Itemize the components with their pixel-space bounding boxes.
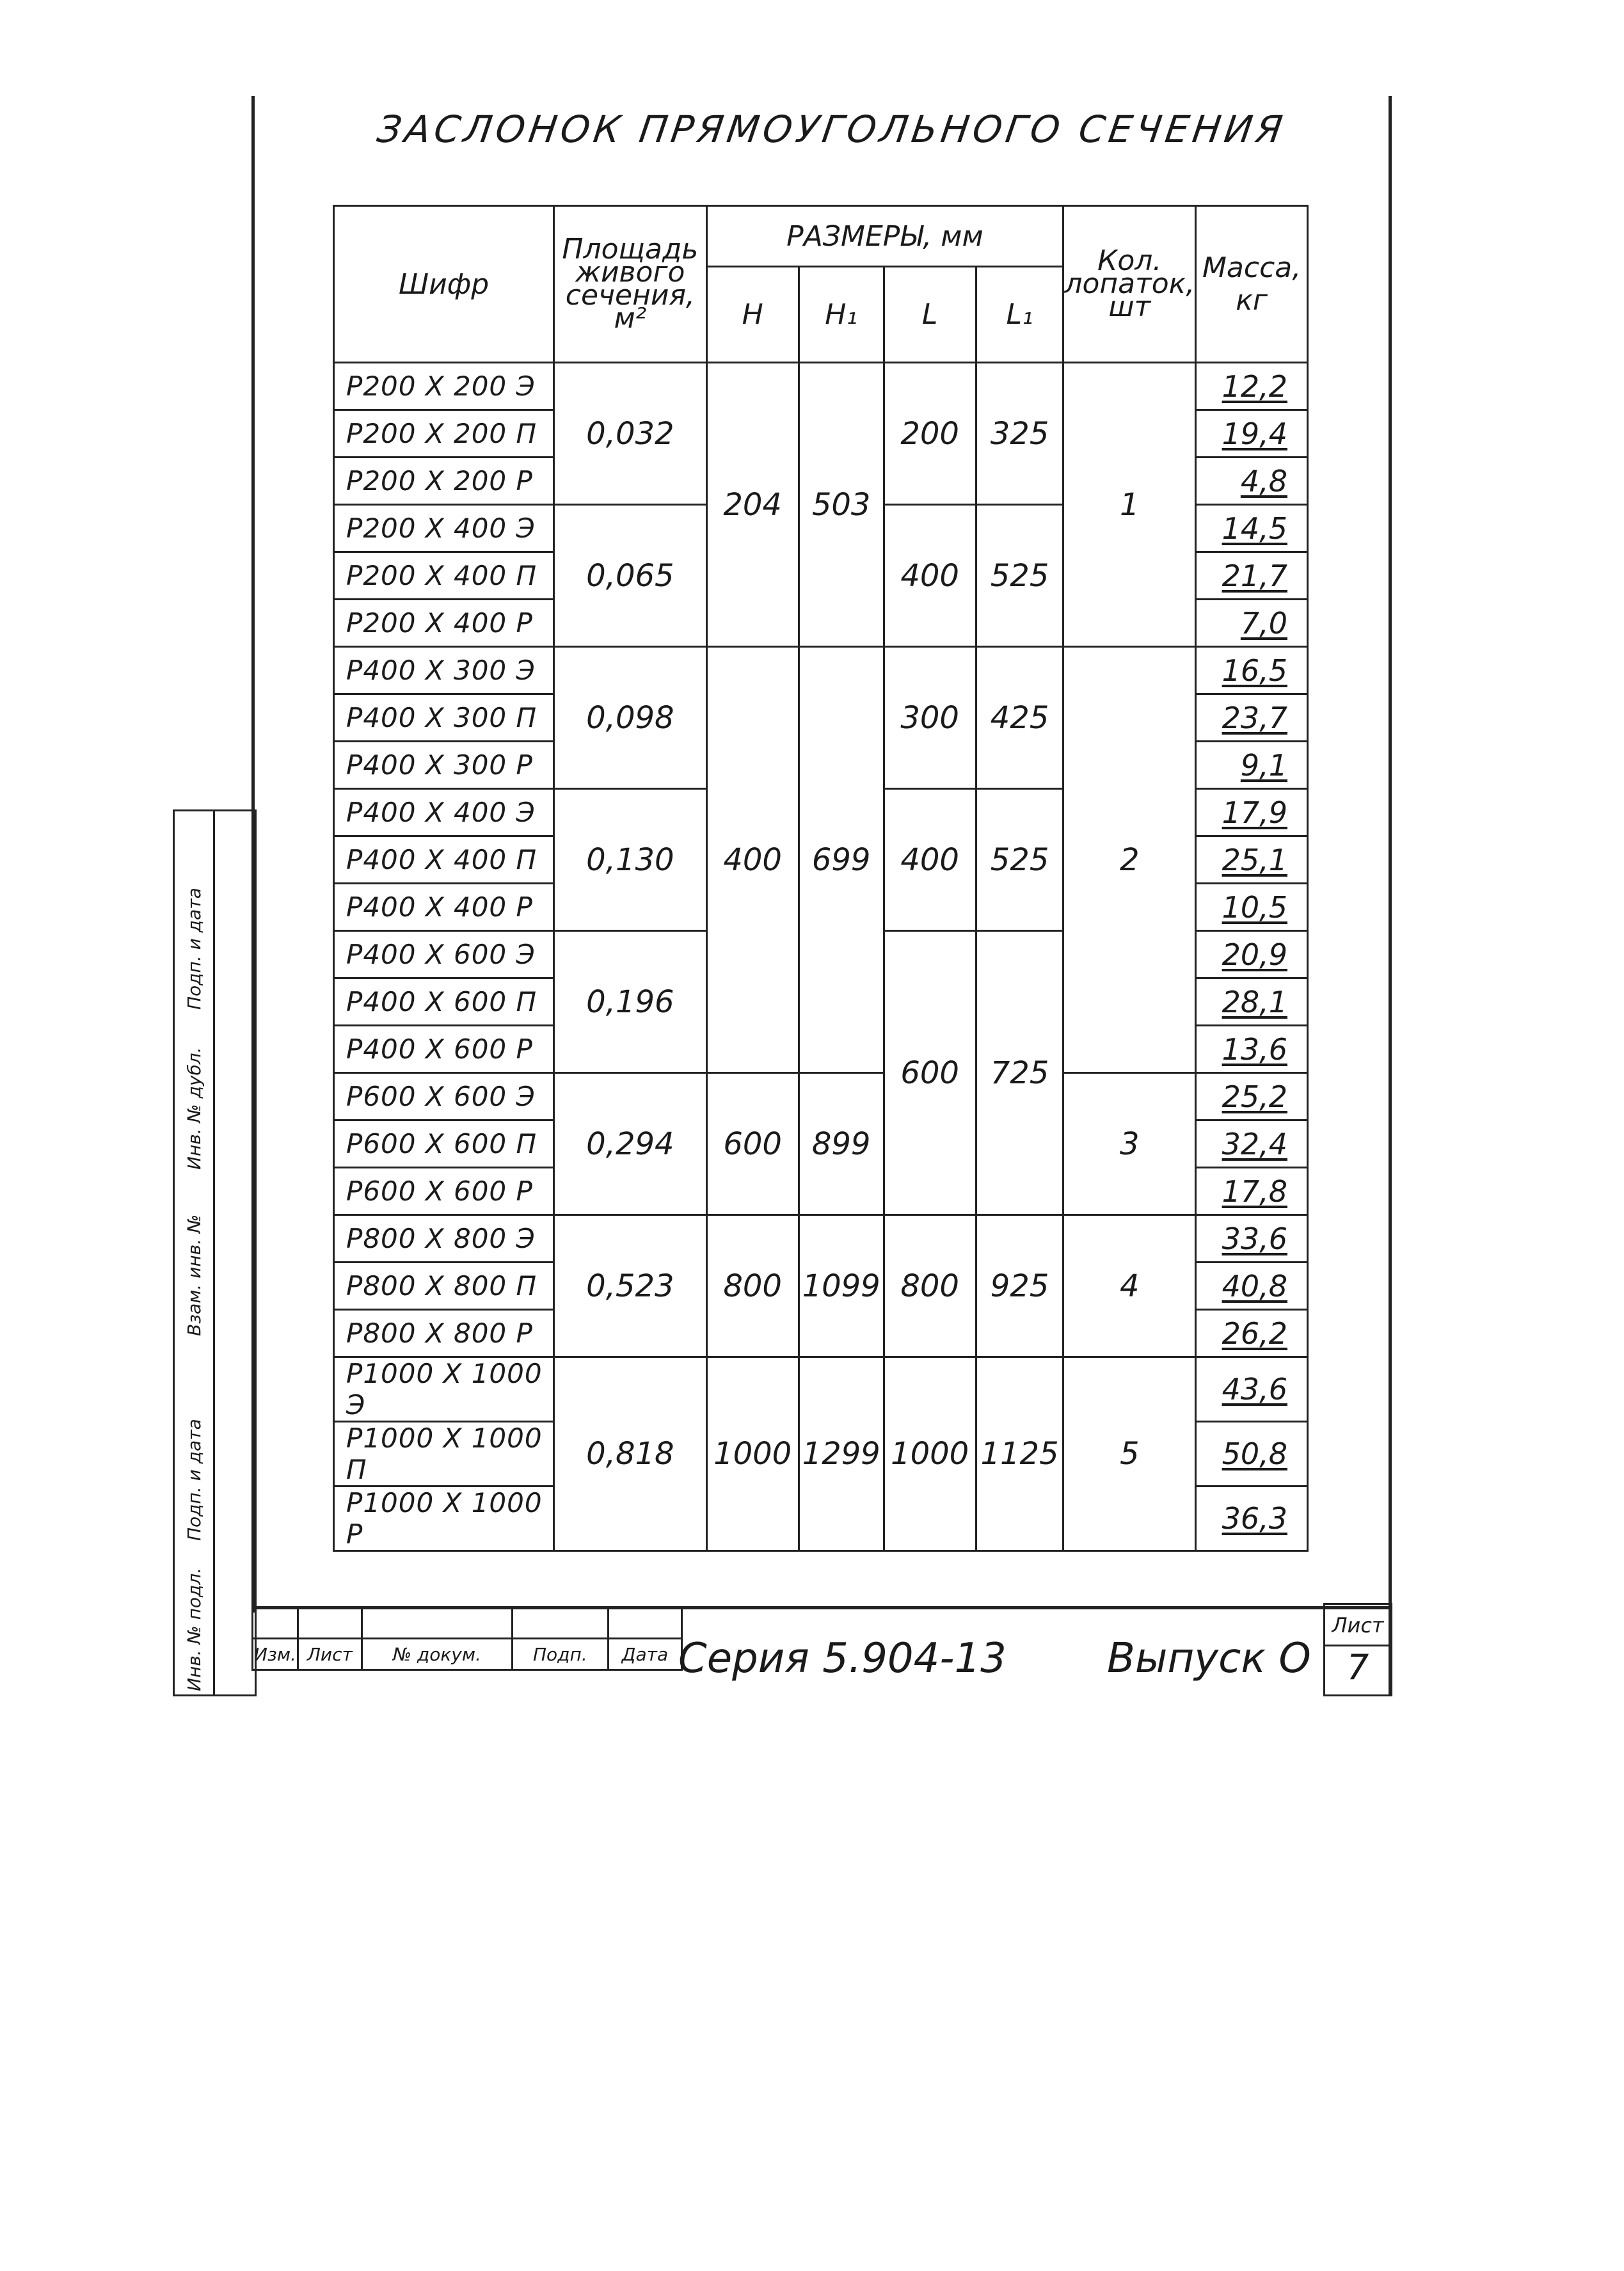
- table-row-code: P600 X 600 П: [334, 1120, 554, 1168]
- L1-cell: 425: [976, 647, 1063, 789]
- stamp-col-izm: Изм.: [253, 1639, 298, 1670]
- mass-cell: 28,1: [1196, 978, 1308, 1026]
- mass-cell: 7,0: [1196, 600, 1308, 647]
- mass-cell: 19,4: [1196, 410, 1308, 458]
- L-cell: 400: [884, 789, 976, 931]
- revision-stamp: [251, 1606, 683, 1671]
- area-cell: 0,032: [554, 363, 706, 505]
- page-title: ЗАСЛОНОК ПРЯМОУГОЛЬНОГО СЕЧЕНИЯ: [374, 108, 1289, 151]
- side-stamp-sign-date-2: Подп. и дата: [184, 888, 205, 1010]
- damper-table: [333, 205, 1309, 1552]
- series-label: Серия 5.904-13: [678, 1635, 1007, 1682]
- side-stamp-inv-dup: Инв. № дубл.: [184, 1047, 205, 1170]
- mass-cell: 33,6: [1196, 1215, 1308, 1263]
- blades-cell: 4: [1063, 1215, 1196, 1357]
- table-row-code: P200 X 200 Э: [334, 363, 554, 410]
- mass-cell: 21,7: [1196, 552, 1308, 600]
- area-cell: 0,294: [554, 1073, 706, 1215]
- area-cell: 0,065: [554, 505, 706, 647]
- mass-cell: 23,7: [1196, 694, 1308, 742]
- table-row-code: P1000 X 1000 Э: [334, 1357, 554, 1422]
- H-cell: 1000: [706, 1357, 799, 1551]
- mass-cell: 17,8: [1196, 1168, 1308, 1215]
- mass-cell: 14,5: [1196, 505, 1308, 552]
- header-H1: H₁: [799, 267, 884, 363]
- side-stamp-sign-date-1: Подп. и дата: [184, 1419, 205, 1541]
- mass-cell: 10,5: [1196, 884, 1308, 931]
- table-row-code: P1000 X 1000 П: [334, 1422, 554, 1486]
- side-stamp-inv-orig: Инв. № подл.: [184, 1567, 205, 1691]
- sheet-number-box: [1323, 1603, 1392, 1696]
- area-cell: 0,130: [554, 789, 706, 931]
- mass-cell: 32,4: [1196, 1120, 1308, 1168]
- mass-cell: 25,1: [1196, 836, 1308, 884]
- stamp-col-list: Лист: [298, 1639, 362, 1670]
- blades-cell: 3: [1063, 1073, 1196, 1215]
- table-row-code: P400 X 400 П: [334, 836, 554, 884]
- H1-cell: 503: [799, 363, 884, 647]
- side-approval-stamp: [173, 809, 257, 1696]
- area-cell: 0,818: [554, 1357, 706, 1551]
- issue-label: Выпуск О: [1107, 1635, 1311, 1682]
- H-cell: 204: [706, 363, 799, 647]
- L1-cell: 525: [976, 505, 1063, 647]
- table-row-code: P1000 X 1000 P: [334, 1486, 554, 1551]
- mass-cell: 20,9: [1196, 931, 1308, 978]
- mass-cell: 25,2: [1196, 1073, 1308, 1120]
- mass-cell: 40,8: [1196, 1263, 1308, 1310]
- L1-cell: 1125: [976, 1357, 1063, 1551]
- L1-cell: 325: [976, 363, 1063, 505]
- sheet-label: Лист: [1325, 1606, 1390, 1646]
- table-row-code: P600 X 600 P: [334, 1168, 554, 1215]
- header-blades: Кол. лопаток, шт: [1063, 206, 1196, 363]
- L1-cell: 725: [976, 931, 1063, 1215]
- L1-cell: 525: [976, 789, 1063, 931]
- L-cell: 400: [884, 505, 976, 647]
- L-cell: 800: [884, 1215, 976, 1357]
- stamp-col-doc: № докум.: [362, 1639, 512, 1670]
- table-row-code: P400 X 600 П: [334, 978, 554, 1026]
- table-row-code: P400 X 300 P: [334, 742, 554, 789]
- blades-cell: 2: [1063, 647, 1196, 1073]
- header-dimensions: РАЗМЕРЫ, мм: [706, 206, 1063, 267]
- table-row-code: P400 X 600 P: [334, 1026, 554, 1073]
- table-row-code: P800 X 800 P: [334, 1310, 554, 1357]
- mass-cell: 36,3: [1196, 1486, 1308, 1551]
- table-row-code: P800 X 800 П: [334, 1263, 554, 1310]
- header-area: Площадь живого сечения, м²: [554, 206, 706, 363]
- table-row-code: P200 X 200 П: [334, 410, 554, 458]
- L1-cell: 925: [976, 1215, 1063, 1357]
- table-row-code: P400 X 600 Э: [334, 931, 554, 978]
- mass-cell: 9,1: [1196, 742, 1308, 789]
- mass-cell: 26,2: [1196, 1310, 1308, 1357]
- area-cell: 0,196: [554, 931, 706, 1073]
- table-row-code: P200 X 400 П: [334, 552, 554, 600]
- area-cell: 0,098: [554, 647, 706, 789]
- table-row-code: P400 X 400 P: [334, 884, 554, 931]
- mass-cell: 17,9: [1196, 789, 1308, 836]
- H1-cell: 1099: [799, 1215, 884, 1357]
- header-L: L: [884, 267, 976, 363]
- table-row-code: P800 X 800 Э: [334, 1215, 554, 1263]
- mass-cell: 12,2: [1196, 363, 1308, 410]
- H1-cell: 1299: [799, 1357, 884, 1551]
- blades-cell: 1: [1063, 363, 1196, 647]
- mass-cell: 50,8: [1196, 1422, 1308, 1486]
- table-row-code: P400 X 300 П: [334, 694, 554, 742]
- header-H: H: [706, 267, 799, 363]
- header-mass: Масса, кг: [1196, 206, 1308, 363]
- blades-cell: 5: [1063, 1357, 1196, 1551]
- area-cell: 0,523: [554, 1215, 706, 1357]
- H-cell: 400: [706, 647, 799, 1073]
- frame-right-line: [1389, 96, 1392, 1696]
- L-cell: 200: [884, 363, 976, 505]
- table-row-code: P200 X 200 P: [334, 458, 554, 505]
- H1-cell: 899: [799, 1073, 884, 1215]
- header-L1: L₁: [976, 267, 1063, 363]
- table-row-code: P200 X 400 Э: [334, 505, 554, 552]
- table-row-code: P400 X 400 Э: [334, 789, 554, 836]
- H1-cell: 699: [799, 647, 884, 1073]
- table-row-code: P200 X 400 P: [334, 600, 554, 647]
- L-cell: 600: [884, 931, 976, 1215]
- side-stamp-replace-inv: Взам. инв. №: [184, 1214, 205, 1336]
- sheet-number: 7: [1346, 1647, 1369, 1687]
- L-cell: 1000: [884, 1357, 976, 1551]
- H-cell: 600: [706, 1073, 799, 1215]
- L-cell: 300: [884, 647, 976, 789]
- stamp-col-date: Дата: [608, 1639, 681, 1670]
- mass-cell: 16,5: [1196, 647, 1308, 694]
- table-row-code: P400 X 300 Э: [334, 647, 554, 694]
- mass-cell: 43,6: [1196, 1357, 1308, 1422]
- header-code: Шифр: [334, 206, 554, 363]
- table-row-code: P600 X 600 Э: [334, 1073, 554, 1120]
- stamp-col-sign: Подп.: [512, 1639, 608, 1670]
- mass-cell: 13,6: [1196, 1026, 1308, 1073]
- H-cell: 800: [706, 1215, 799, 1357]
- mass-cell: 4,8: [1196, 458, 1308, 505]
